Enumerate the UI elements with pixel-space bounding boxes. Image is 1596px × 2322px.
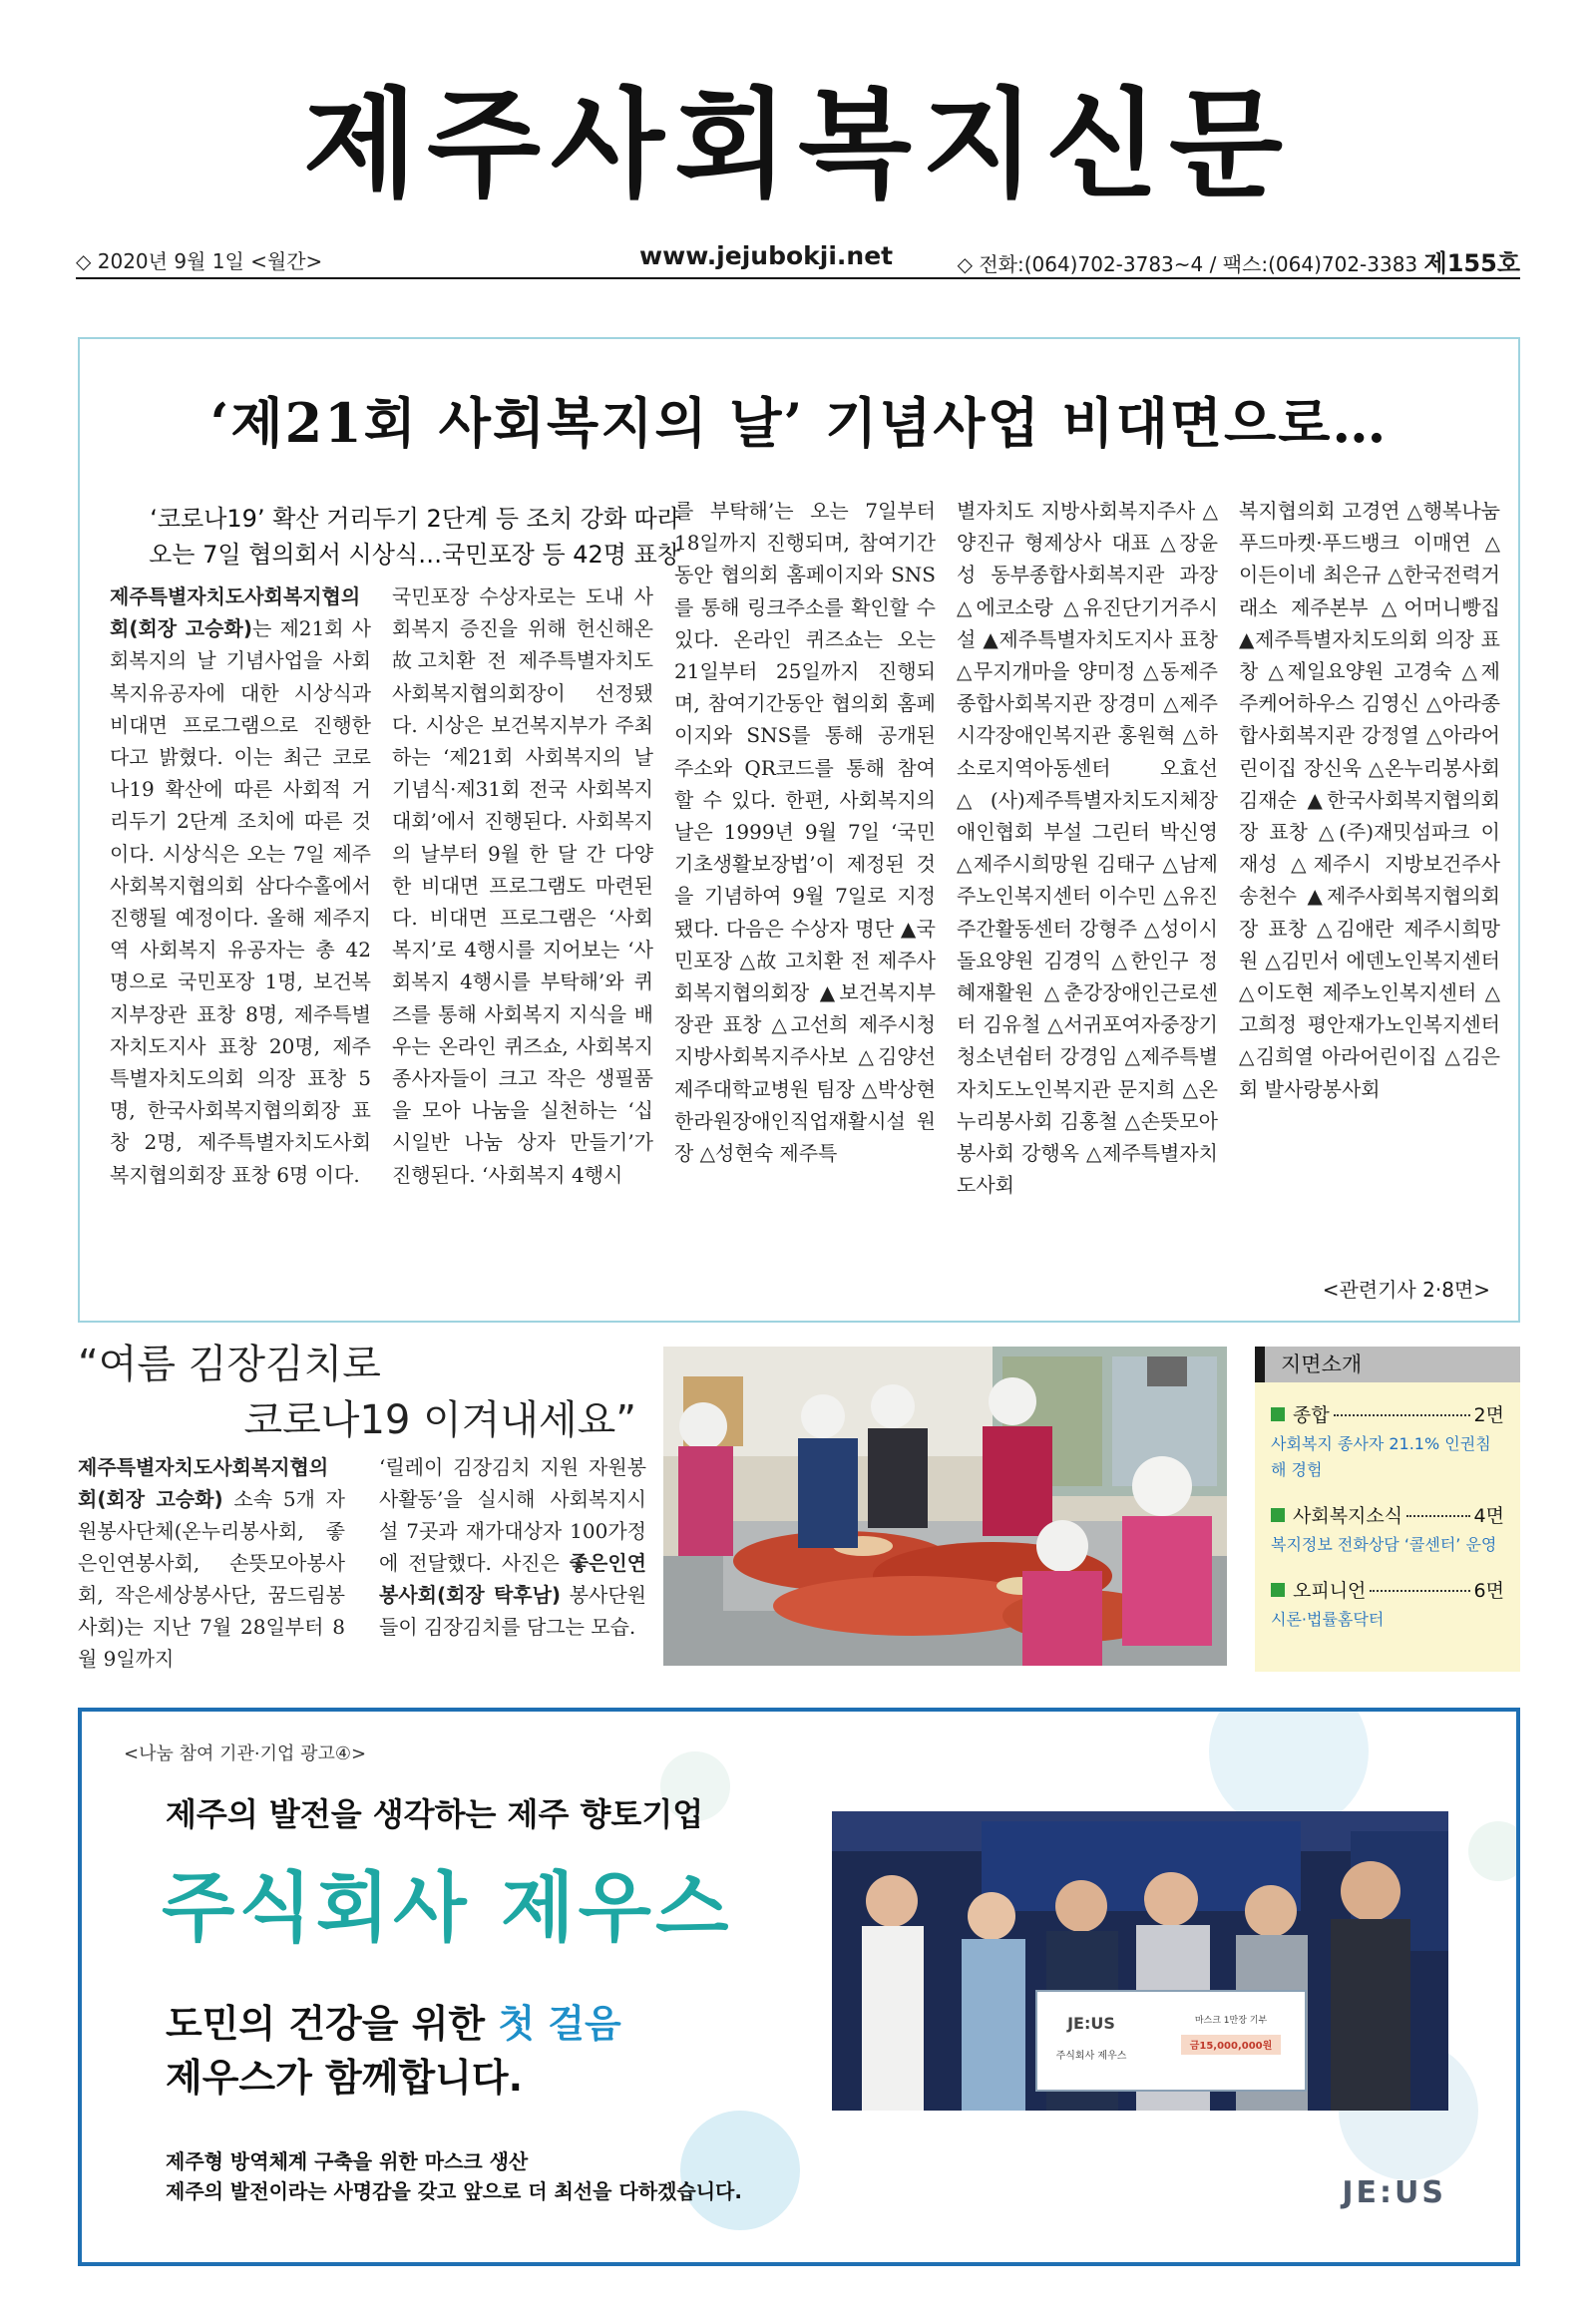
- lead-column-1: [110, 580, 371, 1201]
- lead-column-5: [1239, 495, 1500, 1201]
- contents-item-label: 오피니언: [1293, 1580, 1367, 1602]
- dot-leader: [1334, 1414, 1470, 1416]
- issue-date: ◇ 2020년 9월 1일 <월간>: [76, 249, 323, 273]
- lead-article: [78, 337, 1520, 1323]
- ad-message: [166, 1997, 621, 2105]
- dot-leader: [1370, 1590, 1469, 1592]
- ad-footer-text: [166, 2146, 742, 2206]
- board-company: 주식회사 제우스: [1055, 2051, 1127, 2062]
- kimchi-group-name: 좋은인연봉사회(회장 탁후남): [379, 1551, 646, 1607]
- board-logo: JE:US: [1067, 2014, 1115, 2033]
- ad-series-tag: <나눔 참여 기관·기업 광고④>: [124, 1743, 367, 1764]
- ad-message-highlight: 첫 걸음: [498, 2002, 621, 2046]
- lead-column-3: [674, 495, 936, 1201]
- related-article-ref: <관련기사 2·8면>: [1322, 1278, 1490, 1302]
- issue-number: 제155호: [1423, 249, 1520, 277]
- kimchi-article: [78, 1451, 646, 1675]
- contents-item-summary: 사회복지 종사자 21.1% 인권침해 경험: [1271, 1434, 1491, 1479]
- kimchi-column-2-text: ‘릴레이 김장김치 지원 자원봉사활동’을 실시해 사회복지시설 7곳과 재가대상자 100가정에 전달했다. 사진은: [379, 1455, 646, 1575]
- lead-subhead-line-1: ‘코로나19’ 확산 거리두기 2단계 등 조치 강화 따라: [150, 505, 680, 533]
- kimchi-headline: [78, 1337, 646, 1448]
- ad-donation-photo: [832, 1811, 1448, 2111]
- advertisement: [78, 1708, 1520, 2266]
- masthead: [0, 70, 1596, 219]
- ad-message-line-2: 제우스가 함께합니다.: [166, 2056, 524, 2100]
- kimchi-column-1: [78, 1451, 345, 1675]
- kimchi-headline-line-1: “여름 김장김치로: [78, 1342, 381, 1387]
- ad-footer-line-1: 제주형 방역체계 구축을 위한 마스크 생산: [166, 2149, 529, 2173]
- contents-item[interactable]: [1255, 1382, 1520, 1483]
- board-amount: 금15,000,000원: [1189, 2041, 1273, 2052]
- info-bar: [76, 239, 1520, 277]
- website-link[interactable]: www.jejubokji.net: [639, 241, 894, 270]
- contents-item-summary: 시론·법률홈닥터: [1271, 1610, 1385, 1629]
- lead-column-1-text: 는 제21회 사회복지의 날 기념사업을 사회복지유공자에 대한 시상식과 비대면 프로그램으로 진행한다고 밝혔다. 이는 최근 코로나19 확산에 따른 사회적 거리두기 2단계 조치에 따른 것이다. 시상식은 오는 7일 제주사회복지협의회 삼다수홀에서 진행될 예정이다. 올해 제주지역 사회복지 유공자는 총 42명으로 국민포장 1명, 보건복지부장관 표창 8명, 제주특별자치도지사 표창 20명, 제주특별자치도의회 의장 표창 5명, 한국사회복지협의회장 표창 2명, 제주특별자치도사회복지협의회장 표창 6명 이다.: [110, 616, 371, 1187]
- contents-item[interactable]: [1255, 1483, 1520, 1558]
- lead-subhead-line-2: 오는 7일 협의회서 시상식…국민포장 등 42명 표창: [149, 541, 680, 569]
- contents-box: [1255, 1347, 1520, 1672]
- contents-item-page: 6면: [1473, 1580, 1504, 1602]
- board-text: 마스크 1만장 기부: [1194, 2016, 1268, 2026]
- lead-column-2-text: 국민포장 수상자로는 도내 사회복지 증진을 위해 헌신해온 故고치환 전 제주특별자치도사회복지협의회장이 선정됐다. 시상은 보건복지부가 주최하는 ‘제21회 사회복지의 날 기념식·제31회 전국 사회복지 대회’에서 진행된다. 사회복지의 날부터 9월 한 달 간 다양한 비대면 프로그램도 마련된다. 비대면 프로그램은 ‘사회복지’로 4행시를 지어보는 ‘사회복지 4행시를 부탁해’와 퀴즈를 통해 사회복지 지식을 배우는 온라인 퀴즈쇼, 사회복지 종사자들이 크고 작은 생필품을 모아 나눔을 실천하는 ‘십시일반 나눔 상자 만들기’가 진행된다. ‘사회복지 4행시: [392, 584, 653, 1187]
- contents-item-page: 4면: [1473, 1505, 1504, 1527]
- lead-headline: ‘제21회 사회복지의 날’ 기념사업 비대면으로…: [209, 391, 1389, 455]
- lead-column-4-text: 별자치도 지방사회복지주사 △양진규 형제상사 대표 △장윤성 동부종합사회복지관 과장 △에코소랑 △유진단기거주시설 ▲제주특별자치도지사 표창 △무지개마을 양미정 △동제주종합사회복지관 장경미 △제주시각장애인복지관 홍원혁 △하소로지역아동센터 오효선 △(사)제주특별자치도지체장애인협회 부설 그린터 박신영 △제주시희망원 김태구 △남제주노인복지센터 이수민 △유진주간활동센터 강형주 △성이시돌요양원 김경익 △한인구 정혜재활원 △춘강장애인근로센터 김유철 △서귀포여자중장기청소년쉼터 강경임 △제주특별자치도노인복지관 문지희 △온누리봉사회 김홍철 △손뜻모아봉사회 강행옥 △제주특별자치도사회: [957, 499, 1218, 1198]
- kimchi-org-name: 제주특별자치도사회복지협의회(회장 고승화): [78, 1455, 329, 1511]
- kimchi-column-1-text: 소속 5개 자원봉사단체(온누리봉사회, 좋은인연봉사회, 손뜻모아봉사회, 작은세상봉사단, 꿈드림봉사회)는 지난 7월 28일부터 8월 9일까지: [78, 1487, 345, 1671]
- contents-item-label: 종합: [1293, 1404, 1330, 1426]
- bullet-square-icon: [1271, 1508, 1285, 1522]
- contents-item[interactable]: [1255, 1558, 1520, 1633]
- contents-item-summary: 복지정보 전화상담 ‘콜센터’ 운영: [1271, 1535, 1497, 1554]
- contents-item-page: 2면: [1473, 1404, 1504, 1426]
- contact-info: [958, 243, 1520, 278]
- ad-company-name: 주식회사 제우스: [162, 1863, 733, 1952]
- lead-column-2: [392, 580, 653, 1201]
- contents-header: 지면소개: [1255, 1347, 1520, 1382]
- lead-columns: [110, 501, 1500, 1201]
- contents-item-label: 사회복지소식: [1293, 1505, 1403, 1527]
- kimchi-photo-image: [663, 1347, 1227, 1666]
- lead-column-3-text: 를 부탁해’는 오는 7일부터 18일까지 진행되며, 참여기간동안 협의회 홈페이지와 SNS를 통해 링크주소를 확인할 수 있다. 온라인 퀴즈쇼는 오는 21일부터 25일까지 진행되며, 참여기간동안 협의회 홈페이지와 SNS를 통해 공개된 주소와 QR코드를 통해 참여할 수 있다. 한편, 사회복지의 날은 1999년 9월 7일 ‘국민기초생활보장법’이 제정된 것을 기념하여 9월 7일로 지정됐다. 다음은 수상자 명단 ▲국민포장 △故 고치환 전 제주사회복지협의회장 ▲보건복지부 장관 표창 △고선희 제주시청 지방사회복지주사보 △김양선 제주대학교병원 팀장 △박상현 한라원장애인직업재활시설 원장 △성현숙 제주특: [674, 499, 936, 1166]
- lead-column-4: [957, 495, 1218, 1201]
- donation-photo-image: [832, 1811, 1448, 2111]
- lead-column-5-text: 복지협의회 고경연 △행복나눔푸드마켓·푸드뱅크 이매연 △이든이네 최은규 △한국전력거래소 제주본부 △어머니빵집 ▲제주특별자치도의회 의장 표창 △제일요양원 고경숙 △제주케어하우스 김영신 △아라종합사회복지관 강정열 △아라어린이집 장신욱 △온누리봉사회 김재순 ▲한국사회복지협의회장 표창 △(주)재밋섬파크 이재성 △제주시 지방보건주사 송천수 ▲제주사회복지협의회장 표창 △김애란 제주시희망원 △김민서 에덴노인복지센터 △이도현 제주노인복지센터 △고희정 평안재가노인복지센터 △김희열 아라어린이집 △김은회 발사랑봉사회: [1239, 499, 1500, 1101]
- jeus-logo: JE:US: [1342, 2175, 1446, 2210]
- ad-footer-line-2: 제주의 발전이라는 사명감을 갖고 앞으로 더 최선을 다하겠습니다.: [166, 2179, 742, 2203]
- ad-slogan: 제주의 발전을 생각하는 제주 향토기업: [166, 1795, 704, 1833]
- kimchi-headline-line-2: 코로나19 이겨내세요”: [243, 1397, 636, 1443]
- kimchi-column-2-end: 봉사단원들이 김장김치를 담그는 모습.: [379, 1583, 646, 1639]
- newspaper-name: 제주사회복지신문: [303, 76, 1293, 213]
- bullet-square-icon: [1271, 1583, 1285, 1597]
- decor-bubble: [1468, 1821, 1520, 1881]
- dot-leader: [1406, 1515, 1469, 1517]
- lead-org-name: 제주특별자치도사회복지협의회(회장 고승화): [110, 584, 361, 641]
- ad-message-line-1: 도민의 건강을 위한: [166, 2002, 499, 2046]
- kimchi-column-2: [379, 1451, 646, 1675]
- bullet-square-icon: [1271, 1407, 1285, 1421]
- kimchi-photo: [663, 1347, 1227, 1666]
- phone-fax: ◇ 전화:(064)702-3783~4 / 팩스:(064)702-3383: [957, 252, 1418, 276]
- header-rule: [76, 277, 1520, 279]
